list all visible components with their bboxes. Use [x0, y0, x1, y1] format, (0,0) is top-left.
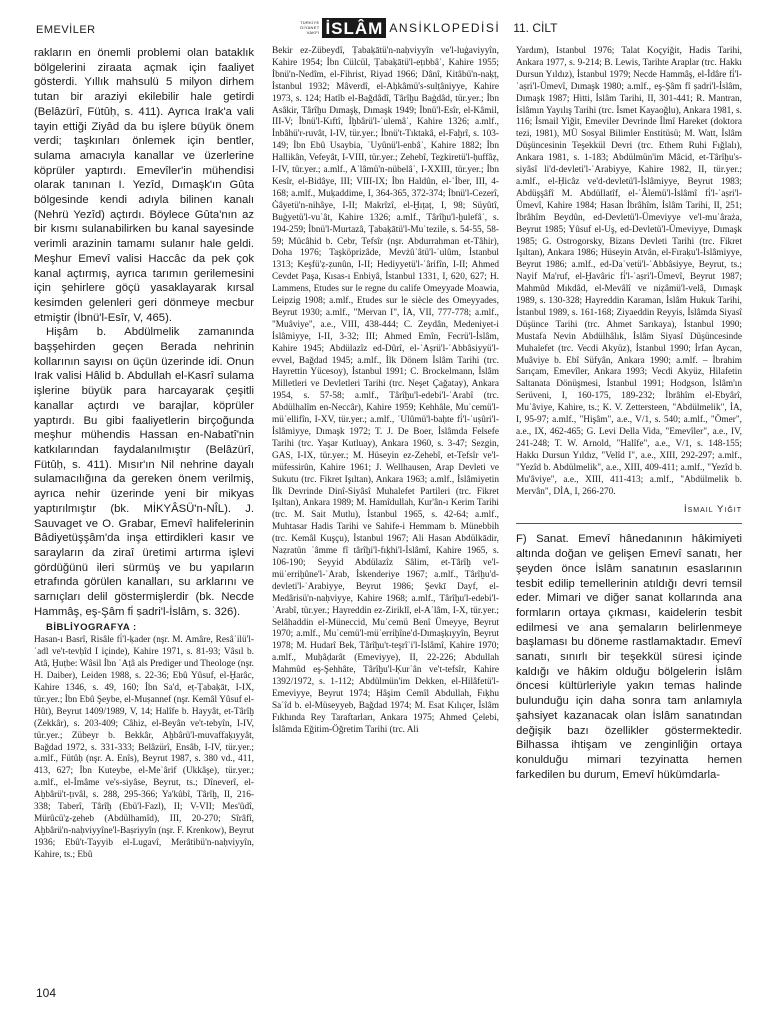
- bibliography-text: Yardım), İstanbul 1976; Talat Koçyiğit, Hadis Tarihi, Ankara 1977, s. 9-214; B. Lewis, Tarihte Araplar (trc. Hakkı Dursun Yıldız), İstanbul 1979; Necde Hammâş, el-İdâre fi̇'l-ʿaṣri'l-Ümevî, Dımaşk 1980; a.mlf., eş-Şâm fî ṣadri'l-İslâm, Dımaşk 1987; Hitti, İslâm Tarihi, II, 301-441; R. Mantran, İslâmın Yayılış Tarihi (trc. İsmet Kayaoğlu), Ankara 1981, s. 116; İsmail Yiğit, Emeviler Devrinde İlmî Hareket (doktora tezi, 1981), MÜ Sosyal Bilimler Enstitüsü; M. Watt, İslâm Düşüncesinin Teşekkül Devri (trc. Ethem Ruhi Fığlalı), Ankara 1981, s. 1-183; Abdülmün'im Mâcid, et-Târîḫu's-siyâsî li'd-devleti'l-ʿArabiyye, Kahire 1982, II, tür.yer.; a.mlf., el-Ḥicâz ve'd-devletü'l-İslâmiyye, Beyrut 1983; Abdüşşâfî M. Abdüllatîf, el-ʿÂlemü'l-İslâmî fi̇'l-ʿaṣri'l-Ümevî, Kahire 1984; Hasan İbrâhîm, İslâm Tarihi, II, 251; İbrâhîm Beydûn, ed-Devletü'l-Ümeviyye ve'l-muʿâraża, Beyrut 1985; Yûsuf el-Uş, ed-Devletü'l-Ümeviyye, Dımaşk 1985; G. Ostrogorsky, Bizans Devleti Tarihi (trc. Fikret Işıltan), Ankara 1986; Hüseyin Atvân, el-Fıraḳu'l-İslâmiyye, Beyrut 1986; a.mlf., ed-Daʿvetü'l-ʿAbbâsiyye, Beyrut, ts.; Nayif Ma'ruf, el-Ḫavâric fi̇'l-ʿaṣri'l-Ümevî, Beyrut 1987; Mahmûd Mıkdâd, el-Mevâlî ve niẓâmü'l-velâ, Dımaşk 1989, s. 130-328; Hayreddin Karaman, İslâm Hukuk Tarihi, İstanbul 1989, s. 161-168; Ziyaeddin Reyyis, İslâmda Siyasî Düşünce Tarihi (trc. Ahmet Sarıkaya), İstanbul 1990; Mustafa Nevin Abdülhâlık, İslâm Siyasî Düşüncesinde Muhalefet (trc. Vecdi Akyüz), İstanbul 1990; İrfan Aycan, Muâviye b. Ebî Süfyân, Ankara 1990; a.mlf. – İbrahim Sarıçam, Emevîler, Ankara 1993; Vecdi Akyüz, Hilafetin Saltanata Dönüşmesi, İstanbul 1991; Hodgson, İslâm'ın Serüveni, I, 160-175, 189-232; İbrâhîm el-Ebyârî, Muʿâviye, Kahire, ts.; K. V. Zettersteen, "Abdülmelik", İA, I, 95-97; a.mlf., "Hişâm", a.e., V/1, s. 540; a.mlf., "Ömer", a.e., IX, 462-465; G. Levi Della Vida, "Emevîler", a.e., IV, 241-248; T. W. Arnold, "Halîfe", a.e., V/1, s. 148-155; Hakkı Dursun Yıldız, "Velîd I", a.e., XIII, 292-297; a.mlf., "Yezîd b. Abdülmelik", a.e., XIII, 409-411; a.mlf., "Yezîd b. Mu'âviye", a.e., XIII, 411-413; a.mlf., "Abdülmelik b. Mervân", DİA, I, 266-270.: [516, 46, 742, 497]
- column-3: [516, 46, 742, 996]
- body-paragraph: Hişâm b. Abdülmelik zamanında başşehirden geçen Berada nehrinin kollarının sayısı on üçün üzerinde idi. Onun Irak valisi Hâlid b. Abdullah el-Kasrî sulama işlerine büyük para harcayarak çeşitli kanallar açtırdı ve barajlar, köprüler yaptırdı. Bu gibi faaliyetlerin birçoğunda meşhur mühendis Hassan en-Nabatî'nin katkılarından faydalanılmıştır (Belâzürî, Fütûḥ, s. 411). Mısır'ın Nil nehrine dayalı sulamacılığına da gereken önem verilmiş, ayrıca nehir üzerinde yeni bir mikyas yaptırılmıştır (bk. MİKYÂSÜ'n-NÎL). J. Sauvaget ve O. Grabar, Emevî halifelerinin Bâdiyetüşşâm'da inşa ettirdikleri kasır ve sarayların da ziraî üretimi artırma işlevi gördüğünü ileri sürmüş ve bu yapıların etrafında görülen kanalları, su arklarını ve sarnıçları delil göstermişlerdir (bk. Necde Hammâş, eş-Şâm fi̇ ṣadri'l-İslâm, s. 326).: [34, 326, 254, 618]
- bibliography-text: Hasan-ı Basrî, Risâle fi̇'l-ḳader (nşr. M. Amâre, Resâʾilü'l-ʿadl ve't-tevḥîd I içinde), Kahire 1971, s. 81-93; Vâsıl b. Atâ, Ḫuṭbe: Wâsil İbn ʿAṭâ als Prediger und Theologe (nşr. H. Daiber), Leiden 1988, s. 22-36; Ebû Yûsuf, el-Ḫarâc, Kahire 1346, s. 49, 160; İbn Sa'd, eṭ-Ṭabaḳāt, I-IX, tür.yer.; İbn Ebû Şeybe, el-Muṣannef (nşr. Kemâl Yûsuf el-Hût), Beyrut 1409/1989, V, 14; Halîfe b. Hayyât, et-Târîḫ (Zekkâr), s. 203-409; Câhiz, el-Beyân ve't-tebyîn, I-IV, tür.yer.; Zübeyr b. Bekkâr, Aḫbârü'l-muvaffaḳıyyât, Bağdad 1972, s. 331-333; Belâzürî, Ensâb, I-IV, tür.yer.; a.mlf., Fütûḥ (nşr. A. Enîs), Beyrut 1987, s. 380 vd., 411, 413, 627; İbn Kuteybe, el-Meʿârif (Ukkâşe), tür.yer.; a.mlf., el-İmâme ve's-siyâse, Beyrut, ts.; Dîneverî, el-Aḫbârü't-ṭıvâl, s. 288, 295-366; Ya'kûbî, Târîḫ, II, 216-338; Taberî, Târîḫ (Ebü'l-Fazl), II; V-VII; Mes'ûdî, Mürûcü'ẕ-ẕeheb (Abdülhamîd), III, 20-270; Sîrâfî, Aḫbârü'n-naḥviyyîne'l-Baṣriyyîn (nşr. F. Krenkow), Beyrut 1936; Ebû't-Tayyib el-Lugavî, Merâtibü'n-naḥviyyîn, Kahire, ts.; Ebû: [34, 635, 254, 860]
- publisher-label: TÜRKİYE DİYANET VAKFI: [300, 20, 320, 35]
- running-header-section: EMEVİLER: [36, 24, 96, 36]
- body-paragraph: rakların en önemli problemi olan bataklık bölgelerini ziraata açmak için faaliyet gösterdi. Yıllık mahsulü 5 milyon dirhem tutan bir araziyi ekilebilir hale getirdi (Belâzürî, Fütûḥ, s. 411). Ayrıca Irak'a vali tayin ettiği Ziyâd da bu işlere büyük önem verdi; taşkınları önlemek için bentler, sulama amacıyla kanallar ve üzerlerine köprüler yaptırdı. Emevîler'in mühendisi olarak tanınan I. Yezîd, Dımaşk'ın Gûta bölgesinde kendi adıyla bilinen kanalı (Nehrü Yezîd) açtırdı. Böylece Gûta'nın az bir kısmı sulanabilirken bu kanal sayesinde verimli arazinin tamamı sulanır hale geldi. Meşhur Emevî valisi Haccâc da pek çok kanal açtırmış, ayrıca tarımın gerilemesini için şehirlere göçü yasaklayarak kırsal kesimden gelenleri geri dönmeye mecbur etmiştir (İbnü'l-Esîr, V, 465).: [34, 47, 254, 324]
- page-number: 104: [36, 986, 57, 1000]
- section-divider: [516, 523, 742, 524]
- bibliography-heading: BİBLİYOGRAFYA :: [46, 622, 137, 634]
- bibliography-text: Bekir ez-Zübeydî, Ṭabaḳātü'n-naḥviyyîn ve'l-luġaviyyîn, Kahire 1954; İbn Cülcül, Ṭabaḳātü'l-eṭıbbâʾ, Kahire 1955; İbnü'n-Nedîm, el-Fihrist, Riyad 1966; Dânî, Kitâbü'n-naḳṭ, İstanbul 1932; Mâverdî, el-Aḥkâmü's-sulṭâniyye, Kahire 1973, s. 124; Hatîb el-Bağdâdî, Târîḫu Baġdâd, tür.yer.; İbn Asâkir, Târîḫu Dımaşḳ, Dımaşk 1949; İbnü'l-Esîr, el-Kâmil, III-V; İbnü'l-Kıftî, İḫbârü'l-ʿulemâʾ, Kahire 1326; a.mlf., İnbâhü'r-ruvât, I-IV, tür.yer.; İbnü't-Tıktakâ, el-Faḫrî, s. 103-149; İbn Ebû Usaybia, ʿUyûnü'l-enbâʾ, Kahire 1882; İbn Hallikân, Vefeyât, I-VIII, tür.yer.; Zehebî, Teẕkiretü'l-ḥuffâẓ, I-IV, tür.yer.; a.mlf., Aʿlâmü'n-nübelâʾ, I-XXIII, tür.yer.; İbn Kesîr, el-Bidâye, III; VIII-IX; İbn Haldûn, el-ʿİber, III, 4-168; a.mlf., Muḳaddime, I, 364-365, 372-374; İbnü'l-Cezerî, Ġâyetü'n-nihâye, I-II; Makrîzî, el-Ḫıṭaṭ, I, 98; Süyûtî, Buġyetü'l-vuʿât, Kahire 1326; a.mlf., Târîḫu'l-ḫulefâʾ, s. 194-259; İbnü'l-Murtazâ, Ṭabaḳātü'l-Muʿtezile, s. 54-55, 58-59; Mücâhid b. Cebr, Tefsîr (nşr. Abdurrahman et-Tâhir), Doha 1976; Taşköprizâde, Mevżûʿâtü'l-ʿulûm, İstanbul 1313; Keşfü'ẓ-ẓunûn, I-II; Hediyyetü'l-ʿârifîn, I-II; Ahmed Cevdet Paşa, Kısas-ı Enbiyâ, İstanbul 1331, I, 620, 627; H. Lammens, Etudes sur le regne du calife Omeyyade Moawia, Leipzig 1908; a.mlf., Etudes sur le siècle des Omeyyades, Beyrut 1930; a.mlf., "Mervan I", İA, VII, 777-778; a.mlf., "Muâviye", a.e., VIII, 438-444; C. Zeydân, Medeniyet-i İslâmiyye, I-II, 3-32; III; Ahmed Emîn, Fecrü'l-İslâm, Kahire 1945; Abdülazîz ed-Dûrî, el-ʿAṣrü'l-ʿAbbâsiyyü'l-evvel, Bağdad 1945; a.mlf., İlk Dönem İslâm Tarihi (trc. Hayrettin Yücesoy), İstanbul 1991; C. Brockelmann, İslâm Milletleri ve Devletleri Tarihi (trc. Neşet Çağatay), Ankara 1954, s. 57-58; a.mlf., Târîḫu'l-edebi'l-ʿArabî (trc. Abdülhalîm en-Neccâr), Kahire 1959; Kehhâle, Muʿcemü'l-müʾellifîn, I-XV, tür.yer.; a.mlf., ʿUlûmü'l-baḥte fi̇'l-ʿuṣûri'l-İslâmiyye, Dımaşk 1972; T. J. De Boer, İslâmda Felsefe Tarihi (trc. Yaşar Kutluay), Ankara 1960, s. 3-47; Sezgin, GAS, I-IX, tür.yer.; M. Hüseyin ez-Zehebî, et-Tefsîr ve'l-müfessirûn, Kahire 1961; J. Wellhausen, Arap Devleti ve Sukutu (trc. Fikret Işıltan), Ankara 1963; a.mlf., İslâmiyetin İlk Devrinde Dinî-Siyâsî Muhalefet Partileri (trc. Fikret Işıltan), Ankara 1989; M. Hamîdullah, Kur'ân-ı Kerim Tarihi (trc. M. Sait Mutlu), İstanbul 1965, s. 42-64; a.mlf., Muhtasar Hadis Tarihi ve Sahife-i Hemmam b. Münebbih (trc. Kemâl Kuşçu), İstanbul 1967; Ali Hasan Abdülkādir, Naẓratün ʿâmme fî târîḫi'l-fıḳhi'l-İslâmî, Kahire 1965, s. 106-190; Seyyid Abdülazîz Sâlim, et-Târîḫ ve'l-müʾerriḫûne'l-ʿArab, İskenderiye 1967; a.mlf., Târîḫu'd-devleti'l-ʿArabiyye, Beyrut 1986; Şevkī Dayf, el-Medârisü'n-naḥviyye, Kahire 1968; a.mlf., Târîḫu'l-edebi'l-ʿArabî, tür.yer.; Hayreddin ez-Ziriklî, el-Aʿlâm, I-X, tür.yer.; Selâhaddin el-Müneccid, Muʿcemü Benî Ümeyye, Beyrut 1970; a.mlf., Muʿcemü'l-müʾerriḫîne'd-Dımaşḳıyyîn, Beyrut 1978; M. Hudarî Bek, Târîḫu't-teşrîʿi'l-İslâmî, Kahire 1970; a.mlf., Muḥâḍarât (Emeviyye), II, 22-226; Abdullah Mahmûd eş-Şehhâte, Târîḫu'l-Ḳurʾân ve't-tefsîr, Kahire 1392/1972, s. 1-112; Abdülmün'im Dekken, el-Hilâfetü'l-Emeviyye, Beyrut 1974; Hâşim Cemîl Abdullah, Fıḳhu Saʿîd b. el-Müseyyeb, Bağdad 1974; M. Esat Kılıçer, İslâm Fıkhında Rey Taraftarları, Ankara 1975; Ahmed Çelebi, İslâmda Eğitim-Öğretim Tarihi (trc. Ali: [272, 46, 499, 735]
- column-1: [34, 46, 254, 996]
- author-signature: İsmail Yiğit: [683, 504, 742, 516]
- brand-islam-logo: İSLÂM: [322, 18, 386, 38]
- column-2: [272, 46, 499, 996]
- section-art-paragraph: F) Sanat. Emevî hânedanının hâkimiyeti altında doğan ve gelişen Emevî sanatı, her şeyden önce İslâm sanatının esaslarının tesbit edilip temellerinin atıldığı devri temsil eder. Mimari ve diğer sanat kollarında ana formların ortaya çıkması, kaidelerin tesbit edilmesi ve ana şemaların belirlenmeye başlaması bu döneme rastlamaktadır. Emevî sanatı, sınırlı bir teşekkül süresi içinde kaldığı ve hâkim olduğu bölgelerin İslâm öncesi kültürleriyle yakın temas halinde bulunduğu için daha sonra tam anlamıyla şahsiyet kazanacak olan İslâm sanatından değişik bazı özellikler göstermektedir. Bilhassa ihtişam ve zenginliğin ortaya konulduğu mimari tezyinatta hemen farkedilen bu durum, Emevî hükümdarla-: [516, 533, 742, 781]
- volume-label: 11. CİLT: [513, 21, 558, 35]
- encyclopedia-brand: [300, 6, 557, 38]
- brand-title: ANSİKLOPEDİSİ: [389, 21, 501, 35]
